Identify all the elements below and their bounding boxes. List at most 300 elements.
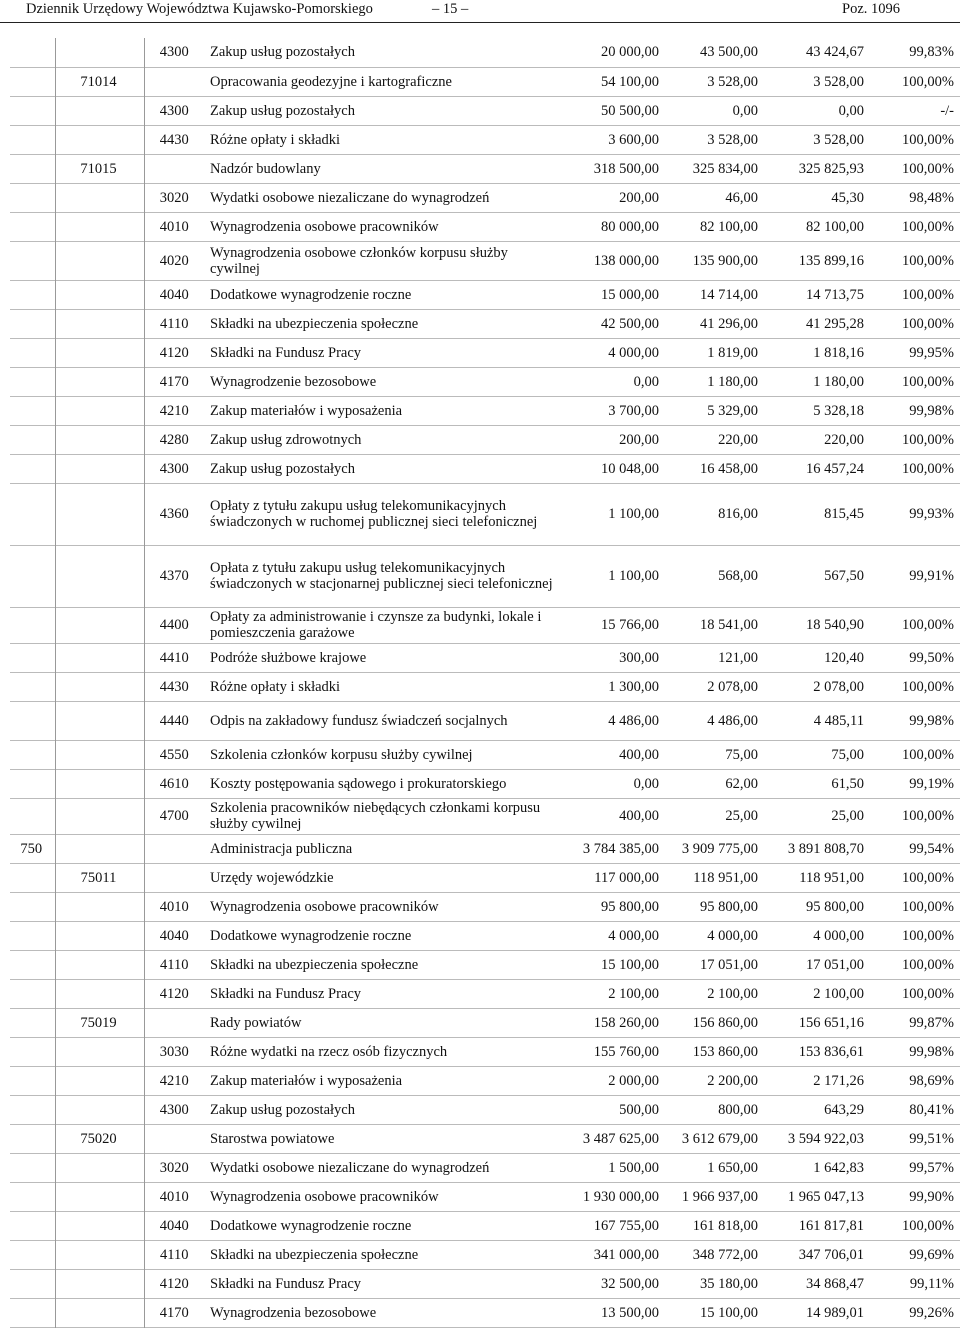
division-code (10, 309, 55, 338)
paragraph-code: 4120 (159, 344, 189, 361)
division-code (10, 1066, 55, 1095)
plan-after-changes: 25,00 (725, 808, 758, 824)
execution-percent: 80,41% (909, 1101, 954, 1118)
division-code (10, 125, 55, 154)
table-row (10, 545, 960, 607)
execution-amount: 567,50 (824, 568, 864, 584)
execution-percent: 99,57% (909, 1159, 954, 1176)
item-name: Urzędy wojewódzkie (210, 869, 334, 886)
table-row (10, 309, 960, 338)
item-name: Administracja publiczna (210, 840, 353, 857)
item-name: Wynagrodzenia osobowe pracowników (210, 218, 439, 235)
item-name: Różne opłaty i składki (210, 131, 341, 148)
table-row (10, 154, 960, 183)
chapter-code (55, 834, 144, 863)
division-code (10, 67, 55, 96)
item-name: Zakup usług pozostałych (210, 460, 355, 477)
plan-amount: 95 800,00 (601, 898, 659, 915)
plan-amount: 0,00 (633, 775, 659, 792)
plan-after-changes: 14 714,00 (700, 286, 758, 303)
division-code (10, 921, 55, 950)
chapter-code (55, 979, 144, 1008)
table-row (10, 67, 960, 96)
execution-percent: 99,98% (909, 1043, 954, 1060)
table-row (10, 425, 960, 454)
plan-amount: 1 100,00 (608, 506, 659, 522)
chapter-code (55, 643, 144, 672)
item-name: Wynagrodzenia bezosobowe (210, 1304, 377, 1321)
execution-amount: 45,30 (831, 189, 864, 206)
item-name: Opłaty z tytułu zakupu usług telekomunikacyjnych świadczonych w ruchomej publicznej sieci telefonicznej (210, 498, 538, 530)
plan-amount: 20 000,00 (601, 44, 659, 61)
execution-percent: 98,69% (909, 1072, 954, 1089)
paragraph-code: 4110 (160, 956, 189, 973)
execution-percent: 100,00% (902, 252, 954, 269)
plan-after-changes: 16 458,00 (700, 460, 758, 477)
execution-amount: 643,29 (824, 1101, 864, 1118)
item-name: Składki na ubezpieczenia społeczne (210, 1246, 419, 1263)
plan-after-changes: 220,00 (718, 431, 758, 448)
paragraph-code: 4400 (159, 617, 189, 633)
table-row (10, 212, 960, 241)
item-name: Podróże służbowe krajowe (210, 649, 367, 666)
table-row (10, 643, 960, 672)
chapter-code (55, 607, 144, 643)
plan-amount: 200,00 (619, 189, 659, 206)
chapter-code (55, 798, 144, 834)
division-code (10, 338, 55, 367)
paragraph-code (144, 1008, 206, 1037)
paragraph-code: 4550 (159, 746, 189, 763)
division-code (10, 672, 55, 701)
division-code (10, 396, 55, 425)
plan-after-changes: 15 100,00 (700, 1304, 758, 1321)
plan-after-changes: 2 200,00 (707, 1072, 758, 1089)
chapter-code (55, 183, 144, 212)
position-number: Poz. 1096 (842, 1, 900, 17)
division-code (10, 367, 55, 396)
plan-after-changes: 17 051,00 (700, 956, 758, 973)
plan-after-changes: 18 541,00 (700, 617, 758, 633)
plan-after-changes: 3 528,00 (707, 131, 758, 148)
execution-amount: 135 899,16 (798, 252, 864, 269)
item-name: Odpis na zakładowy fundusz świadczeń socjalnych (210, 712, 508, 729)
plan-amount: 3 600,00 (608, 131, 659, 148)
plan-after-changes: 95 800,00 (700, 898, 758, 915)
paragraph-code: 4010 (159, 1188, 189, 1205)
plan-amount: 3 487 625,00 (582, 1130, 659, 1147)
table-row (10, 1124, 960, 1153)
chapter-code: 75020 (55, 1124, 144, 1153)
division-code (10, 892, 55, 921)
division-code (10, 701, 55, 740)
chapter-code (55, 1037, 144, 1066)
execution-percent: 99,50% (909, 649, 954, 666)
item-name: Szkolenia członków korpusu służby cywilnej (210, 746, 473, 763)
execution-amount: 153 836,61 (798, 1043, 864, 1060)
plan-after-changes: 1 966 937,00 (681, 1188, 758, 1205)
table-row (10, 1240, 960, 1269)
plan-after-changes: 161 818,00 (692, 1217, 758, 1234)
execution-percent: 100,00% (902, 73, 954, 90)
execution-amount: 325 825,93 (798, 160, 864, 177)
plan-after-changes: 121,00 (718, 649, 758, 666)
chapter-code: 71014 (55, 67, 144, 96)
plan-amount: 15 000,00 (601, 286, 659, 303)
table-row (10, 769, 960, 798)
plan-after-changes: 1 819,00 (707, 344, 758, 361)
execution-amount: 161 817,81 (798, 1217, 864, 1234)
paragraph-code: 4410 (159, 649, 189, 666)
chapter-code (55, 241, 144, 280)
plan-after-changes: 41 296,00 (700, 315, 758, 332)
division-code (10, 1008, 55, 1037)
chapter-code (55, 125, 144, 154)
execution-percent: 99,98% (909, 402, 954, 419)
execution-percent: 100,00% (902, 678, 954, 695)
plan-amount: 42 500,00 (601, 315, 659, 332)
plan-amount: 10 048,00 (601, 460, 659, 477)
plan-amount: 3 784 385,00 (582, 840, 659, 857)
plan-amount: 400,00 (619, 808, 659, 824)
paragraph-code: 3020 (159, 189, 189, 206)
execution-percent: 100,00% (902, 315, 954, 332)
chapter-code (55, 483, 144, 545)
plan-after-changes: 816,00 (718, 506, 758, 522)
execution-amount: 2 171,26 (813, 1072, 864, 1089)
chapter-code (55, 338, 144, 367)
execution-amount: 1 180,00 (813, 373, 864, 390)
division-code (10, 241, 55, 280)
execution-percent: 99,95% (909, 344, 954, 361)
item-name: Opłaty za administrowanie i czynsze za budynki, lokale i pomieszczenia garażowe (210, 609, 542, 641)
paragraph-code: 4280 (159, 431, 189, 448)
plan-amount: 1 500,00 (608, 1159, 659, 1176)
division-code (10, 1153, 55, 1182)
paragraph-code: 4010 (159, 218, 189, 235)
chapter-code (55, 212, 144, 241)
item-name: Zakup usług pozostałych (210, 44, 355, 61)
plan-amount: 4 000,00 (608, 927, 659, 944)
paragraph-code: 4040 (159, 286, 189, 303)
execution-percent: 100,00% (902, 431, 954, 448)
plan-amount: 32 500,00 (601, 1275, 659, 1292)
table-row (10, 863, 960, 892)
execution-amount: 14 713,75 (806, 286, 864, 303)
execution-amount: 347 706,01 (798, 1246, 864, 1263)
execution-percent: 99,51% (909, 1130, 954, 1147)
execution-amount: 118 951,00 (799, 869, 864, 886)
execution-amount: 61,50 (831, 775, 864, 792)
division-code (10, 1240, 55, 1269)
division-code (10, 1298, 55, 1327)
execution-percent: 99,91% (909, 568, 954, 584)
paragraph-code: 4210 (159, 1072, 189, 1089)
execution-percent: -/- (940, 102, 954, 119)
paragraph-code: 4170 (159, 1304, 189, 1321)
item-name: Zakup materiałów i wyposażenia (210, 1072, 403, 1089)
execution-amount: 1 818,16 (813, 344, 864, 361)
division-code (10, 950, 55, 979)
table-row (10, 1269, 960, 1298)
division-code (10, 740, 55, 769)
division-code (10, 483, 55, 545)
table-row (10, 798, 960, 834)
chapter-code (55, 309, 144, 338)
plan-after-changes: 118 951,00 (693, 869, 758, 886)
execution-amount: 2 078,00 (813, 678, 864, 695)
paragraph-code (144, 67, 206, 96)
division-code (10, 1095, 55, 1124)
chapter-code (55, 1269, 144, 1298)
chapter-code (55, 1240, 144, 1269)
paragraph-code (144, 154, 206, 183)
table-row (10, 1037, 960, 1066)
execution-amount: 0,00 (838, 102, 864, 119)
execution-percent: 100,00% (902, 985, 954, 1002)
item-name: Wydatki osobowe niezaliczane do wynagrodzeń (210, 1159, 490, 1176)
execution-percent: 100,00% (902, 927, 954, 944)
paragraph-code: 4430 (159, 678, 189, 695)
execution-percent: 100,00% (902, 160, 954, 177)
division-code (10, 38, 55, 67)
paragraph-code: 3030 (159, 1043, 189, 1060)
execution-percent: 98,48% (909, 189, 954, 206)
paragraph-code: 4170 (159, 373, 189, 390)
chapter-code (55, 454, 144, 483)
paragraph-code: 4040 (159, 927, 189, 944)
plan-after-changes: 3 612 679,00 (681, 1130, 758, 1147)
execution-amount: 5 328,18 (813, 402, 864, 419)
execution-percent: 99,93% (909, 506, 954, 522)
execution-percent: 100,00% (902, 869, 954, 886)
plan-after-changes: 568,00 (718, 568, 758, 584)
paragraph-code (144, 834, 206, 863)
division-code (10, 212, 55, 241)
table-row (10, 1095, 960, 1124)
division-code (10, 545, 55, 607)
table-row (10, 1182, 960, 1211)
plan-amount: 0,00 (633, 373, 659, 390)
execution-percent: 100,00% (902, 746, 954, 763)
execution-percent: 99,11% (909, 1275, 954, 1292)
item-name: Starostwa powiatowe (210, 1130, 335, 1147)
execution-percent: 100,00% (902, 373, 954, 390)
execution-percent: 100,00% (902, 956, 954, 973)
paragraph-code: 4110 (160, 315, 189, 332)
division-code (10, 154, 55, 183)
division-code (10, 1124, 55, 1153)
item-name: Rady powiatów (210, 1014, 302, 1031)
plan-after-changes: 3 909 775,00 (681, 840, 758, 857)
paragraph-code: 3020 (159, 1159, 189, 1176)
table-row (10, 979, 960, 1008)
execution-amount: 156 651,16 (798, 1014, 864, 1031)
table-row (10, 740, 960, 769)
division-code (10, 1182, 55, 1211)
execution-percent: 99,54% (909, 840, 954, 857)
execution-amount: 2 100,00 (813, 985, 864, 1002)
execution-amount: 3 528,00 (813, 131, 864, 148)
table-row (10, 483, 960, 545)
execution-percent: 99,83% (909, 44, 954, 61)
paragraph-code: 4370 (159, 568, 189, 584)
chapter-code (55, 1153, 144, 1182)
execution-amount: 3 891 808,70 (787, 840, 864, 857)
plan-after-changes: 325 834,00 (692, 160, 758, 177)
item-name: Zakup usług pozostałych (210, 1101, 355, 1118)
division-code (10, 96, 55, 125)
execution-percent: 100,00% (902, 1217, 954, 1234)
execution-amount: 1 642,83 (813, 1159, 864, 1176)
plan-amount: 1 930 000,00 (582, 1188, 659, 1205)
division-code (10, 1037, 55, 1066)
plan-amount: 155 760,00 (593, 1043, 659, 1060)
plan-amount: 4 486,00 (608, 712, 659, 729)
paragraph-code: 4010 (159, 898, 189, 915)
table-row (10, 1066, 960, 1095)
table-row (10, 338, 960, 367)
paragraph-code (144, 1124, 206, 1153)
paragraph-code: 4360 (159, 506, 189, 522)
plan-after-changes: 75,00 (725, 746, 758, 763)
item-name: Składki na Fundusz Pracy (210, 344, 362, 361)
plan-after-changes: 46,00 (725, 189, 758, 206)
table-row (10, 1153, 960, 1182)
plan-after-changes: 62,00 (725, 775, 758, 792)
execution-amount: 4 000,00 (813, 927, 864, 944)
chapter-code (55, 367, 144, 396)
table-row (10, 1008, 960, 1037)
table-row (10, 183, 960, 212)
execution-percent: 99,69% (909, 1246, 954, 1263)
paragraph-code: 4020 (159, 252, 189, 269)
item-name: Opracowania geodezyjne i kartograficzne (210, 73, 452, 90)
execution-percent: 100,00% (902, 131, 954, 148)
table-row (10, 892, 960, 921)
plan-amount: 80 000,00 (601, 218, 659, 235)
document-header (0, 0, 960, 22)
execution-amount: 1 965 047,13 (787, 1188, 864, 1205)
plan-after-changes: 2 078,00 (707, 678, 758, 695)
chapter-code (55, 672, 144, 701)
plan-amount: 2 100,00 (608, 985, 659, 1002)
execution-amount: 17 051,00 (806, 956, 864, 973)
header-divider (0, 22, 960, 23)
execution-percent: 99,19% (909, 775, 954, 792)
chapter-code (55, 38, 144, 67)
item-name: Wydatki osobowe niezaliczane do wynagrodzeń (210, 189, 490, 206)
division-code (10, 769, 55, 798)
table-row (10, 1298, 960, 1327)
item-name: Dodatkowe wynagrodzenie roczne (210, 286, 412, 303)
chapter-code: 75011 (55, 863, 144, 892)
plan-amount: 117 000,00 (594, 869, 659, 886)
item-name: Składki na Fundusz Pracy (210, 985, 362, 1002)
item-name: Dodatkowe wynagrodzenie roczne (210, 1217, 412, 1234)
division-code (10, 280, 55, 309)
plan-amount: 50 500,00 (601, 102, 659, 119)
item-name: Składki na ubezpieczenia społeczne (210, 315, 419, 332)
item-name: Wynagrodzenie bezosobowe (210, 373, 377, 390)
plan-amount: 300,00 (619, 649, 659, 666)
chapter-code (55, 1298, 144, 1327)
plan-after-changes: 1 180,00 (707, 373, 758, 390)
plan-amount: 4 000,00 (608, 344, 659, 361)
paragraph-code: 4610 (159, 775, 189, 792)
item-name: Składki na ubezpieczenia społeczne (210, 956, 419, 973)
chapter-code (55, 1182, 144, 1211)
plan-amount: 3 700,00 (608, 402, 659, 419)
plan-amount: 15 766,00 (601, 617, 659, 633)
plan-amount: 167 755,00 (593, 1217, 659, 1234)
paragraph-code: 4120 (159, 985, 189, 1002)
item-name: Wynagrodzenia osobowe członków korpusu służby cywilnej (210, 244, 508, 277)
table-row (10, 701, 960, 740)
paragraph-code: 4430 (159, 131, 189, 148)
execution-percent: 100,00% (902, 808, 954, 824)
plan-after-changes: 5 329,00 (707, 402, 758, 419)
execution-amount: 3 528,00 (813, 73, 864, 90)
table-row (10, 834, 960, 863)
item-name: Różne opłaty i składki (210, 678, 341, 695)
table-row (10, 607, 960, 643)
journal-title: Dziennik Urzędowy Województwa Kujawsko-Pomorskiego (26, 1, 373, 17)
item-name: Składki na Fundusz Pracy (210, 1275, 362, 1292)
execution-amount: 82 100,00 (806, 218, 864, 235)
plan-amount: 158 260,00 (593, 1014, 659, 1031)
execution-amount: 14 989,01 (806, 1304, 864, 1321)
execution-amount: 16 457,24 (806, 460, 864, 477)
chapter-code (55, 425, 144, 454)
execution-amount: 220,00 (824, 431, 864, 448)
chapter-code (55, 1211, 144, 1240)
item-name: Zakup usług zdrowotnych (210, 431, 362, 448)
division-code (10, 607, 55, 643)
paragraph-code: 4700 (159, 808, 189, 824)
table-row (10, 921, 960, 950)
execution-percent: 100,00% (902, 218, 954, 235)
plan-amount: 1 100,00 (608, 568, 659, 584)
paragraph-code: 4300 (159, 102, 189, 119)
table-row (10, 280, 960, 309)
plan-after-changes: 3 528,00 (707, 73, 758, 90)
plan-amount: 138 000,00 (593, 252, 659, 269)
execution-amount: 3 594 922,03 (787, 1130, 864, 1147)
execution-percent: 99,26% (909, 1304, 954, 1321)
plan-amount: 318 500,00 (593, 160, 659, 177)
division-code (10, 1269, 55, 1298)
item-name: Dodatkowe wynagrodzenie roczne (210, 927, 412, 944)
paragraph-code: 4300 (159, 44, 189, 61)
plan-amount: 1 300,00 (608, 678, 659, 695)
plan-after-changes: 135 900,00 (692, 252, 758, 269)
division-code (10, 643, 55, 672)
paragraph-code: 4440 (159, 712, 189, 729)
budget-table-body (10, 38, 960, 1327)
division-code (10, 454, 55, 483)
item-name: Szkolenia pracowników niebędących członkami korpusu służby cywilnej (210, 800, 541, 832)
plan-after-changes: 153 860,00 (692, 1043, 758, 1060)
plan-after-changes: 4 000,00 (707, 927, 758, 944)
chapter-code (55, 396, 144, 425)
execution-amount: 815,45 (824, 506, 864, 522)
chapter-code (55, 950, 144, 979)
division-code: 750 (10, 834, 55, 863)
division-code (10, 183, 55, 212)
table-row (10, 454, 960, 483)
plan-amount: 341 000,00 (593, 1246, 659, 1263)
